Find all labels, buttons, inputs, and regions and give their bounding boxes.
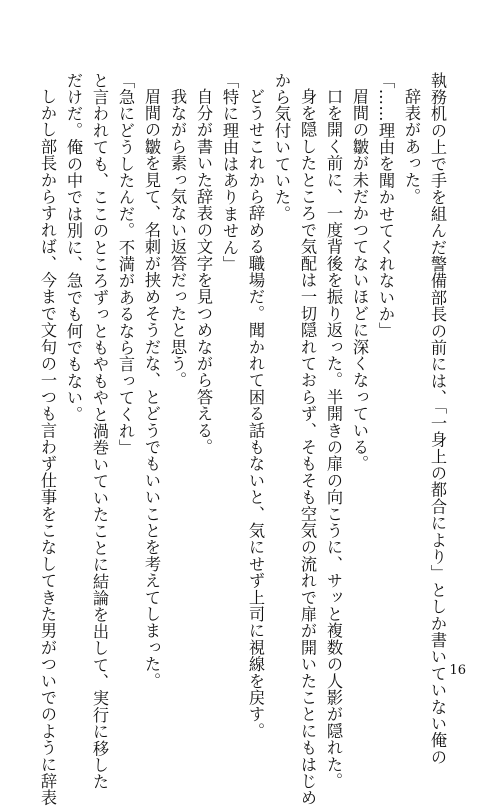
text-line: から気付いていた。 xyxy=(272,72,291,223)
text-line: 「急にどうしたんだ。不満があるなら言ってくれ」 xyxy=(116,72,135,457)
text-line: 眉間の皺が未だかつてないほどに深くなっている。 xyxy=(350,88,369,473)
text-line: 身を隠したところで気配は一切隠れておらず、そもそも空気の流れで扉が開いたことにもはじめ xyxy=(298,88,317,806)
text-line: と言われても、ここのところずっともやもやと渦巻いていたことに結論を出して、実行に移した xyxy=(90,72,109,791)
text-line: だけだ。俺の中では別に、急でも何でもない。 xyxy=(64,72,83,423)
text-line: 口を開く前に、一度背後を振り返った。半開きの扉の向こうに、サッと複数の人影が隠れた。 xyxy=(324,88,343,790)
page-number: 16 xyxy=(449,663,466,678)
text-line: 自分が書いた辞表の文字を見つめながら答える。 xyxy=(194,88,213,456)
text-line: 眉間の皺を見て、名刺が挟めそうだな、とどうでもいいことを考えてしまった。 xyxy=(142,88,161,690)
vertical-text-body xyxy=(36,72,448,806)
text-line: 「特に理由はありません」 xyxy=(220,72,239,273)
text-line: しかし部長からすれば、今まで文句の一つも言わず仕事をこなしてきた男がついでのように辞表 xyxy=(38,88,57,806)
text-line: 我ながら素っ気ない返答だったと思う。 xyxy=(168,88,187,389)
text-line: 辞表があった。 xyxy=(402,88,421,205)
text-line: どうせこれから辞める職場だ。聞かれて困る話もないと、気にせず上司に視線を戻す。 xyxy=(246,88,265,740)
text-line: 「……理由を聞かせてくれないか」 xyxy=(376,72,395,340)
text-line: 執務机の上で手を組んだ警備部長の前には、「一身上の都合により」としか書いていない俺の xyxy=(428,72,447,766)
